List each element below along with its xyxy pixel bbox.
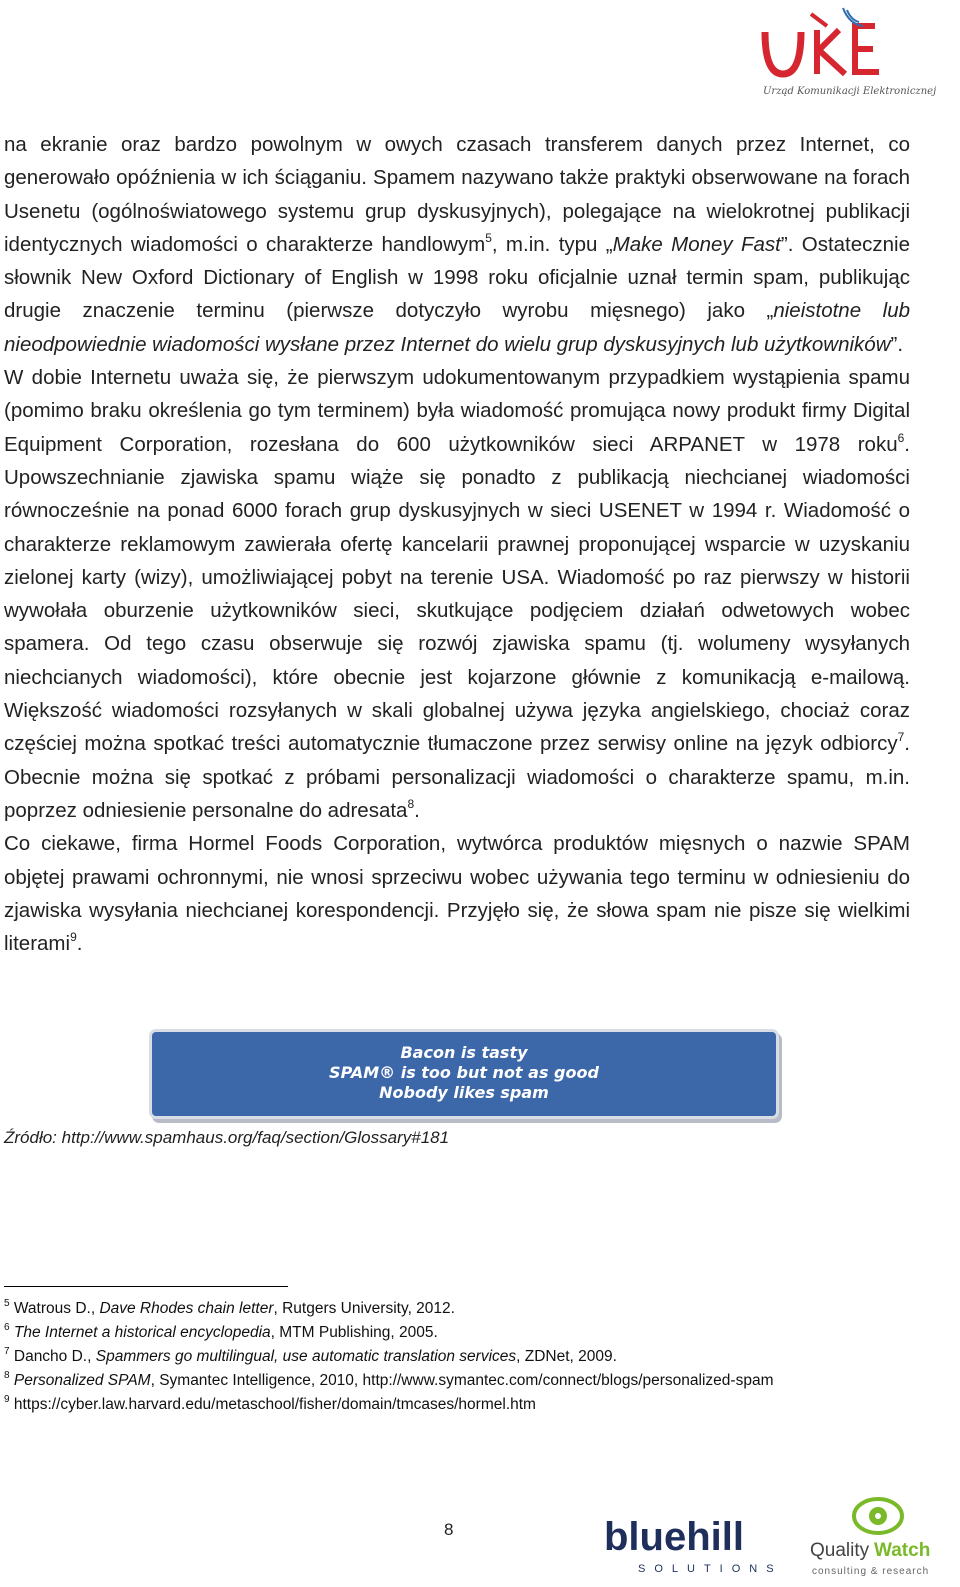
quality-watch-logo [806, 1492, 956, 1582]
footnote-title: Dave Rhodes chain letter [99, 1300, 274, 1317]
spam-box-line-3: Nobody likes spam [379, 1083, 549, 1102]
footnote-publisher: , Symantec Intelligence, 2010, http://www.symantec.com/connect/blogs/personalized-spam [150, 1372, 774, 1389]
qw-logo-name-watch: Watch [874, 1540, 931, 1561]
footnote-6 [4, 1321, 900, 1345]
spam-box-line-2: SPAM® is too but not as good [329, 1063, 599, 1082]
footnote-number: 7 [4, 1346, 10, 1357]
p2-text-a: W dobie Internetu uważa się, że pierwszym udokumentowanym przypadkiem wystąpienia spamu (pomimo braku określenia go tym terminem) była wiadomość promująca nowy produkt firmy Digital Equipment Corporation, rozesłana do 600 użytkowników sieci ARPANET w 1978 roku [4, 366, 910, 456]
uke-logo-subtitle: Urząd Komunikacji Elektronicznej [763, 86, 937, 97]
qw-logo-name-quality: Quality [810, 1540, 870, 1561]
footnote-publisher: , MTM Publishing, 2005. [270, 1324, 438, 1341]
p1-text-b: , m.in. typu „ [491, 232, 613, 256]
bluehill-logo-name: bluehill [604, 1515, 744, 1559]
footnote-url: https://cyber.law.harvard.edu/metaschool/fisher/domain/tmcases/hormel.htm [13, 1396, 536, 1413]
footnote-title: Spammers go multilingual, use automatic translation services [95, 1348, 517, 1365]
footnote-8 [4, 1369, 900, 1393]
footnote-ref-8: 8 [407, 796, 415, 811]
bluehill-logo-sub: SOLUTIONS [638, 1563, 783, 1575]
source-citation: Źródło: http://www.spamhaus.org/faq/section/Glossary#181 [4, 1128, 450, 1147]
paragraph-2 [4, 361, 910, 827]
document-body [4, 128, 910, 960]
footnote-7 [4, 1345, 900, 1369]
eye-icon [854, 1499, 902, 1533]
footnote-number: 5 [4, 1298, 10, 1309]
footnotes [4, 1297, 900, 1417]
footnote-title: Personalized SPAM [13, 1372, 151, 1389]
footnote-ref-7: 7 [897, 730, 905, 745]
uke-logo [755, 4, 937, 104]
p1-text-d: ”. [890, 332, 904, 356]
p3-text-b: . [76, 932, 83, 956]
p3-text-a: Co ciekawe, firma Hormel Foods Corporation, wytwórca produktów mięsnych o nazwie SPAM objętej prawami ochronnymi, nie wnosi sprzeciwu wobec używania tego terminu w odniesieniu do zjawiska wysyłania niechcianej korespondencji. Przyjęło się, że słowa spam nie pisze się wielkimi literami [4, 832, 910, 956]
page-number: 8 [444, 1520, 454, 1539]
footnote-ref-5: 5 [485, 230, 492, 245]
footnote-9 [4, 1393, 900, 1417]
p2-text-c: . Obecnie można się spotkać z próbami personalizacji wiadomości o charakterze spamu, m.in. poprzez odniesienie personalne do adresata [4, 732, 910, 822]
spam-quote-box [152, 1032, 776, 1116]
footnote-author: Watrous D., [13, 1300, 100, 1317]
footnote-ref-6: 6 [897, 430, 905, 445]
footnote-separator [4, 1286, 288, 1287]
footnote-title: The Internet a historical encyclopedia [13, 1324, 271, 1341]
footnote-publisher: , Rutgers University, 2012. [273, 1300, 455, 1317]
p2-text-b: . Upowszechnianie zjawiska spamu wiąże się ponadto z publikacją niechcianej wiadomości równocześnie na ponad 6000 forach grup dyskusyjnych w sieci USENET w 1994 r. Wiadomość o charakterze reklamowym zawierała ofertę kancelarii prawnej proponującej wsparcie w uzyskaniu zielonej karty (wizy), umożliwiającej pobyt na terenie USA. Wiadomość po raz pierwszy w historii wywołała oburzenie użytkowników sieci, skutkujące podjęciem działań odwetowych wobec spamera. Od tego czasu obserwuje się rozwój zjawiska spamu (tj. wolumeny wysyłanych niechcianych wiadomości), które obecnie jest kojarzone głównie z komunikacją e-mailową. Większość wiadomości rozsyłanych w skali globalnej używa języka angielskiego, chociaż coraz częściej można spotkać treści automatycznie tłumaczone przez serwisy online na język odbiorcy [4, 432, 910, 756]
p1-make-money-fast: Make Money Fast [612, 232, 781, 256]
p1-spam-definition: nieistotne lub nieodpowiednie wiadomości wysłane przez Internet do wielu grup dyskusyjnych lub użytkowników [4, 299, 910, 356]
footnote-number: 6 [4, 1322, 10, 1333]
footnote-number: 8 [4, 1370, 10, 1381]
p2-text-d: . [414, 798, 420, 822]
paragraph-1 [4, 128, 910, 361]
footnote-author: Dancho D., [13, 1348, 96, 1365]
qw-logo-sub: consulting & research [812, 1566, 930, 1577]
spam-box-line-1: Bacon is tasty [400, 1043, 528, 1062]
paragraph-3 [4, 827, 910, 960]
uke-logo-mark [765, 8, 879, 74]
footnote-5 [4, 1297, 900, 1321]
p1-text-a: na ekranie oraz bardzo powolnym w owych czasach transferem danych przez Internet, co generowało opóźnienia w ich ściąganiu. Spamem nazywano także praktyki obserwowane na forach Usenetu (ogólnoświatowego systemu grup dyskusyjnych), polegające na wielokrotnej publikacji identycznych wiadomości o charakterze handlowym [4, 133, 910, 256]
footnote-ref-9: 9 [70, 930, 77, 945]
footnote-number: 9 [4, 1394, 10, 1405]
footnote-publisher: , ZDNet, 2009. [516, 1348, 617, 1365]
bluehill-logo [598, 1506, 798, 1578]
p1-text-c: ”. Ostatecznie słownik New Oxford Dictionary of English w 1998 roku oficjalnie uznał termin spam, publikując drugie znaczenie terminu (pierwsze dotyczyło wyrobu mięsnego) jako „ [4, 232, 910, 323]
